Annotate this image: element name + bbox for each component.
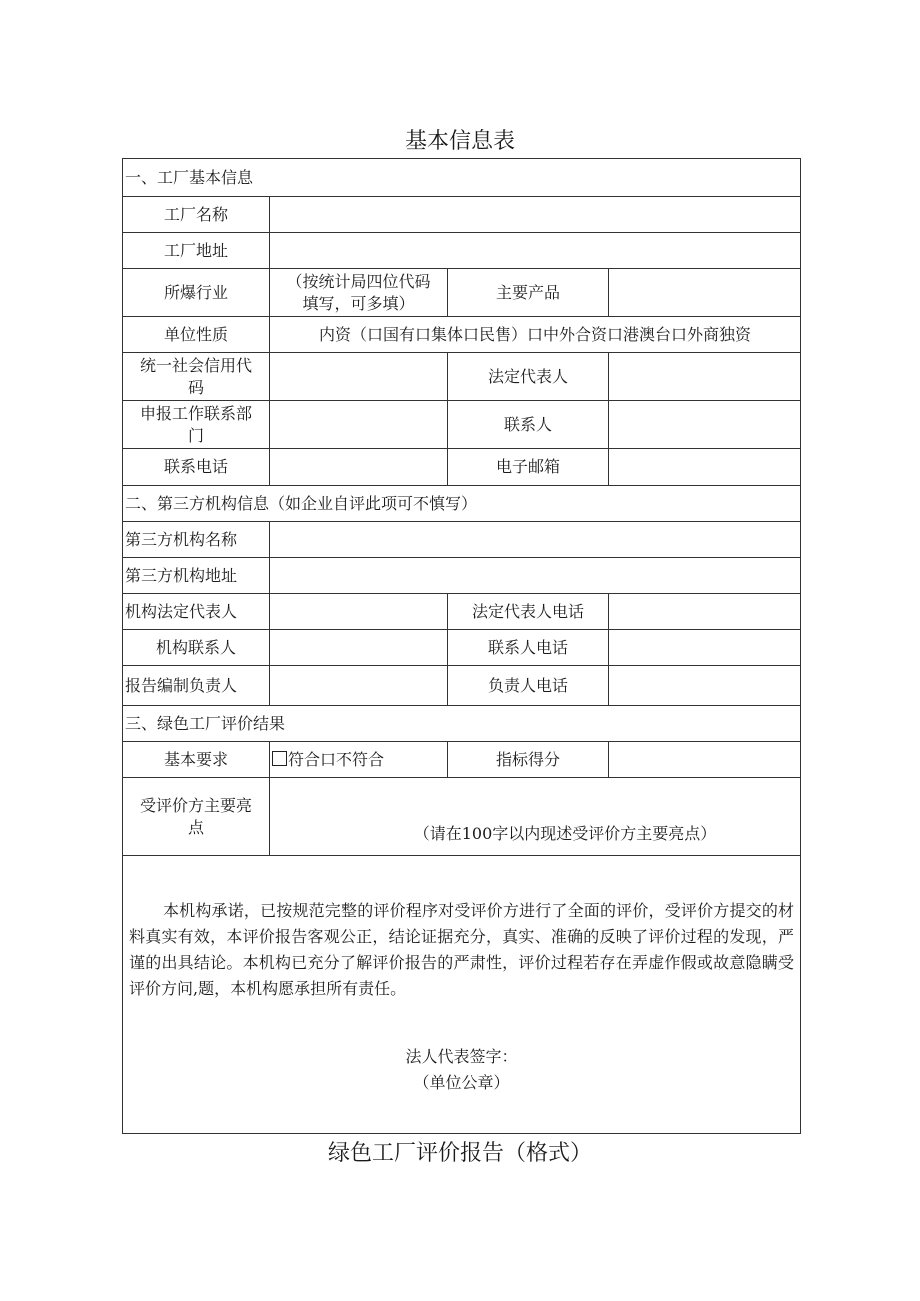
score-field[interactable] <box>609 742 801 778</box>
highlights-label-line2: 点 <box>187 817 204 837</box>
email-label: 电子邮箱 <box>448 449 609 486</box>
contact-phone-label: 联系人电话 <box>448 630 609 666</box>
credit-code-label-line2: 码 <box>187 377 204 397</box>
section1-heading: 一、工厂基本信息 <box>123 159 801 197</box>
seal-label: （单位公章） <box>413 1073 510 1092</box>
industry-field[interactable] <box>270 269 448 317</box>
form-title: 基本信息表 <box>404 129 515 154</box>
section3-heading: 三、绿色工厂评价结果 <box>123 706 801 742</box>
signature-block <box>129 1044 794 1096</box>
contact-person-label: 联系人 <box>448 401 609 449</box>
org-address-field[interactable] <box>270 558 801 594</box>
email-field[interactable] <box>609 449 801 486</box>
owner-phone-label: 负责人电话 <box>448 666 609 706</box>
credit-code-field[interactable] <box>270 353 448 401</box>
industry-hint-line2: 填写，可多填） <box>302 293 415 313</box>
factory-address-field[interactable] <box>270 233 801 269</box>
contact-dept-label-line1: 申报工作联系部 <box>139 403 252 423</box>
basic-info-table <box>122 158 801 1134</box>
owner-phone-field[interactable] <box>609 666 801 706</box>
legal-rep-phone-field[interactable] <box>609 594 801 630</box>
factory-name-field[interactable] <box>270 197 801 233</box>
main-product-field[interactable] <box>609 269 801 317</box>
signature-label: 法人代表签字： <box>405 1047 518 1066</box>
basic-req-field[interactable] <box>270 742 448 778</box>
factory-name-label: 工厂名称 <box>123 197 270 233</box>
highlights-field[interactable] <box>270 778 801 856</box>
commitment-cell <box>123 856 801 1134</box>
contact-phone-field[interactable] <box>609 630 801 666</box>
legal-rep-field[interactable] <box>609 353 801 401</box>
org-name-field[interactable] <box>270 522 801 558</box>
main-product-label: 主要产品 <box>448 269 609 317</box>
unit-nature-label: 单位性质 <box>123 317 270 353</box>
score-label: 指标得分 <box>448 742 609 778</box>
section2-heading: 二、第三方机构信息（如企业自评此项可不慎写） <box>123 486 801 522</box>
highlights-hint: （请在100字以内现述受评价方主要亮点） <box>413 823 717 843</box>
highlights-label-line1: 受评价方主要亮 <box>139 795 252 815</box>
org-legal-rep-label: 机构法定代表人 <box>123 594 270 630</box>
phone-field[interactable] <box>270 449 448 486</box>
basic-req-label: 基本要求 <box>123 742 270 778</box>
report-format-title: 绿色工厂评价报告（格式） <box>327 1141 592 1166</box>
contact-dept-label <box>123 401 270 449</box>
phone-label: 联系电话 <box>123 449 270 486</box>
basic-req-options: 符合口不符合 <box>288 749 385 769</box>
checkbox-icon[interactable] <box>272 751 287 766</box>
credit-code-label <box>123 353 270 401</box>
industry-hint-line1: （按统计局四位代码 <box>286 271 431 291</box>
contact-person-field[interactable] <box>609 401 801 449</box>
unit-nature-options[interactable]: 内资（口国有口集体口民售）口中外合资口港澳台口外商独资 <box>270 317 801 353</box>
factory-address-label: 工厂地址 <box>123 233 270 269</box>
org-legal-rep-field[interactable] <box>270 594 448 630</box>
industry-label: 所爆行业 <box>123 269 270 317</box>
org-contact-label: 机构联系人 <box>123 630 270 666</box>
report-owner-field[interactable] <box>270 666 448 706</box>
highlights-label <box>123 778 270 856</box>
commitment-text: 本机构承诺，已按规范完整的评价程序对受评价方进行了全面的评价，受评价方提交的材料真实有效，本评价报告客观公正，结论证据充分，真实、准确的反映了评价过程的发现，严谨的出具结论。本机构已充分了解评价报告的严肃性，评价过程若存在弄虚作假或故意隐瞒受评价方问,题，本机构愿承担所有责任。 <box>129 901 795 998</box>
report-owner-label: 报告编制负责人 <box>123 666 270 706</box>
contact-dept-label-line2: 门 <box>187 425 204 445</box>
org-contact-field[interactable] <box>270 630 448 666</box>
legal-rep-phone-label: 法定代表人电话 <box>448 594 609 630</box>
org-address-label: 第三方机构地址 <box>123 558 270 594</box>
legal-rep-label: 法定代表人 <box>448 353 609 401</box>
contact-dept-field[interactable] <box>270 401 448 449</box>
org-name-label: 第三方机构名称 <box>123 522 270 558</box>
credit-code-label-line1: 统一社会信用代 <box>139 355 252 375</box>
